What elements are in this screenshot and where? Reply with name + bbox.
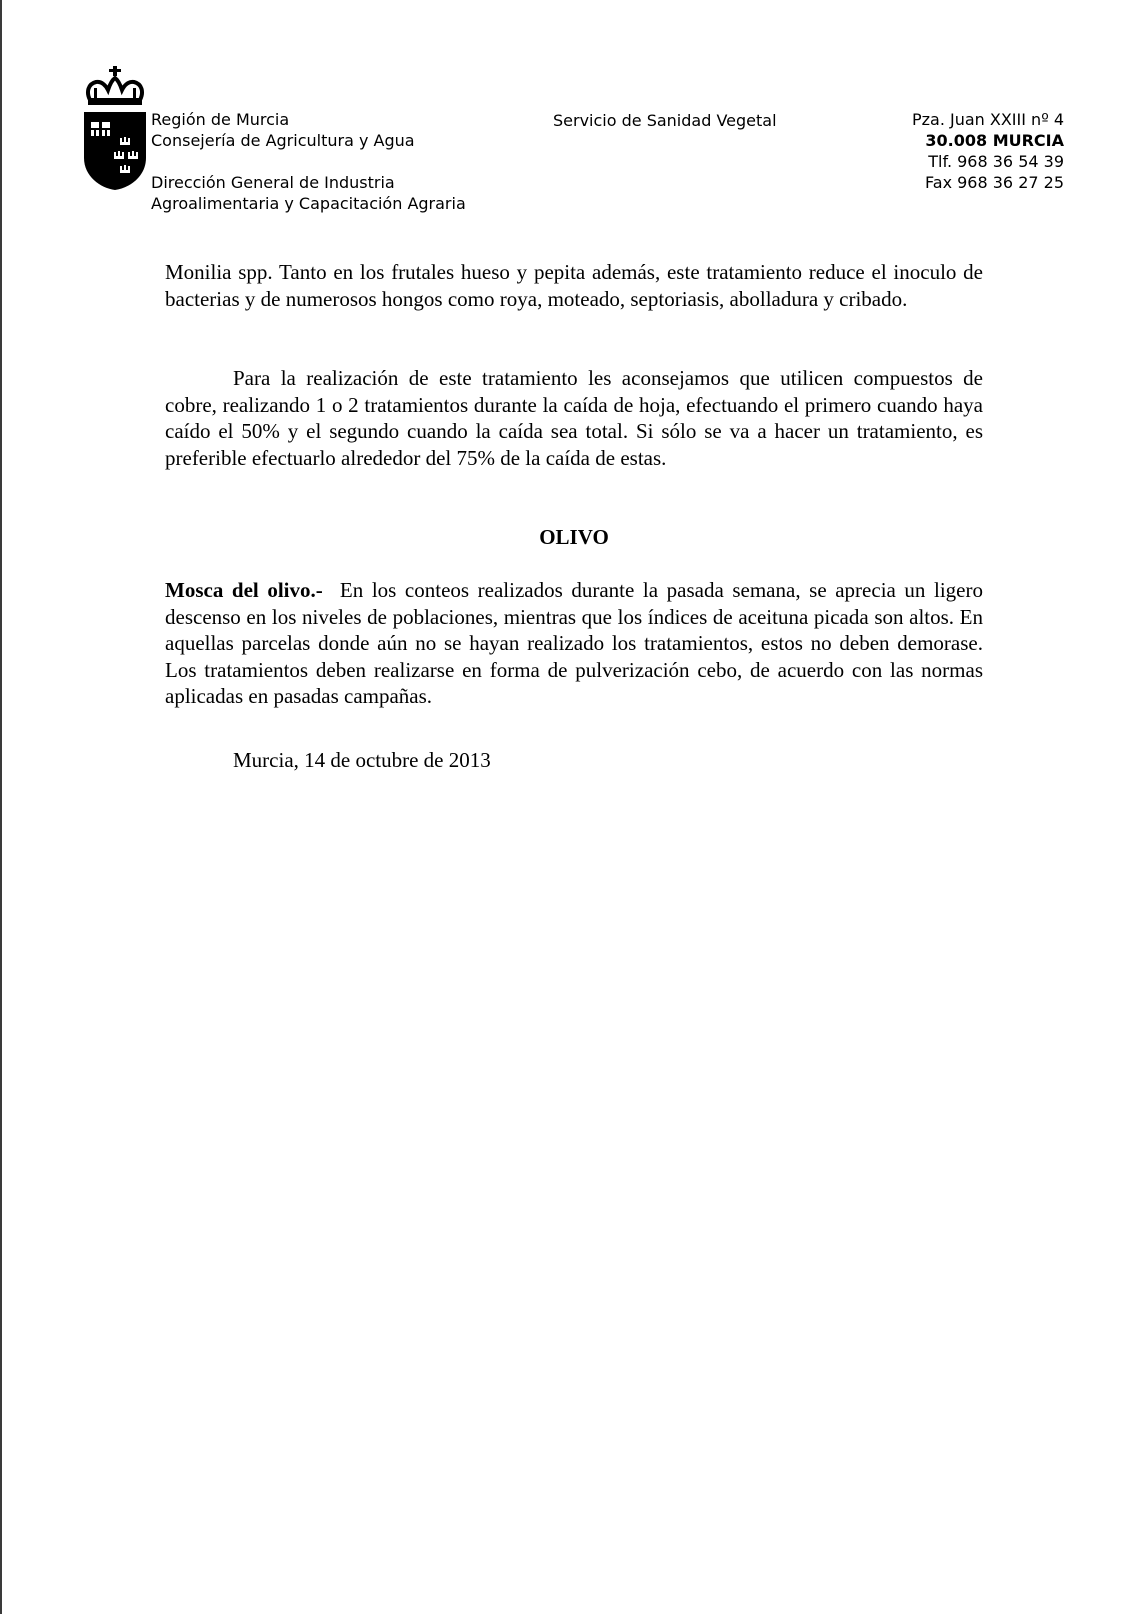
paragraph-olive-fly-lead: Mosca del olivo.- xyxy=(165,578,323,602)
header-directorate xyxy=(151,172,466,214)
paragraph-olive-fly-text: En los conteos realizados durante la pasada semana, se aprecia un ligero descenso en los niveles de poblaciones, mientras que los índices de aceituna picada son altos. En aquellas parcelas donde aún no se hayan realizado los tratamientos, estos no deben demorase. Los tratamientos deben realizarse en forma de pulverización cebo, de acuerdo con las normas aplicadas en pasadas campañas. xyxy=(165,578,984,708)
header-fax: Fax 968 36 27 25 xyxy=(925,173,1064,192)
date-line: Murcia, 14 de octubre de 2013 xyxy=(233,748,491,772)
header-ministry: Consejería de Agricultura y Agua xyxy=(151,131,415,150)
header-service: Servicio de Sanidad Vegetal xyxy=(553,111,777,130)
paragraph-monilia: Monilia spp. Tanto en los frutales hueso y pepita además, este tratamiento reduce el inoculo de bacterias y de numerosos hongos como roya, moteado, septoriasis, abolladura y cribado. xyxy=(165,260,983,311)
section-title-olivo: OLIVO xyxy=(539,525,609,549)
header-directorate-line1: Dirección General de Industria xyxy=(151,173,395,192)
paragraph-treatment-advice: Para la realización de este tratamiento les aconsejamos que utilicen compuestos de cobre, realizando 1 o 2 tratamientos durante la caída de hoja, efectuando el primero cuando haya caído el 50% y el segundo cuando la caída sea total. Si sólo se va a hacer un tratamiento, es preferible efectuarlo alrededor del 75% de la caída de estas. xyxy=(165,366,983,470)
region-of-murcia-crest-icon xyxy=(84,66,146,190)
header-phone: Tlf. 968 36 54 39 xyxy=(928,152,1064,171)
header-street: Pza. Juan XXIII nº 4 xyxy=(911,110,1064,129)
header-directorate-line2: Agroalimentaria y Capacitación Agraria xyxy=(151,194,466,213)
header-organization xyxy=(151,109,415,151)
header-city: 30.008 MURCIA xyxy=(925,131,1064,150)
paragraph-olive-fly xyxy=(165,577,983,710)
header-region: Región de Murcia xyxy=(151,110,290,129)
page-left-border xyxy=(0,0,2,1614)
header-address xyxy=(912,109,1064,193)
